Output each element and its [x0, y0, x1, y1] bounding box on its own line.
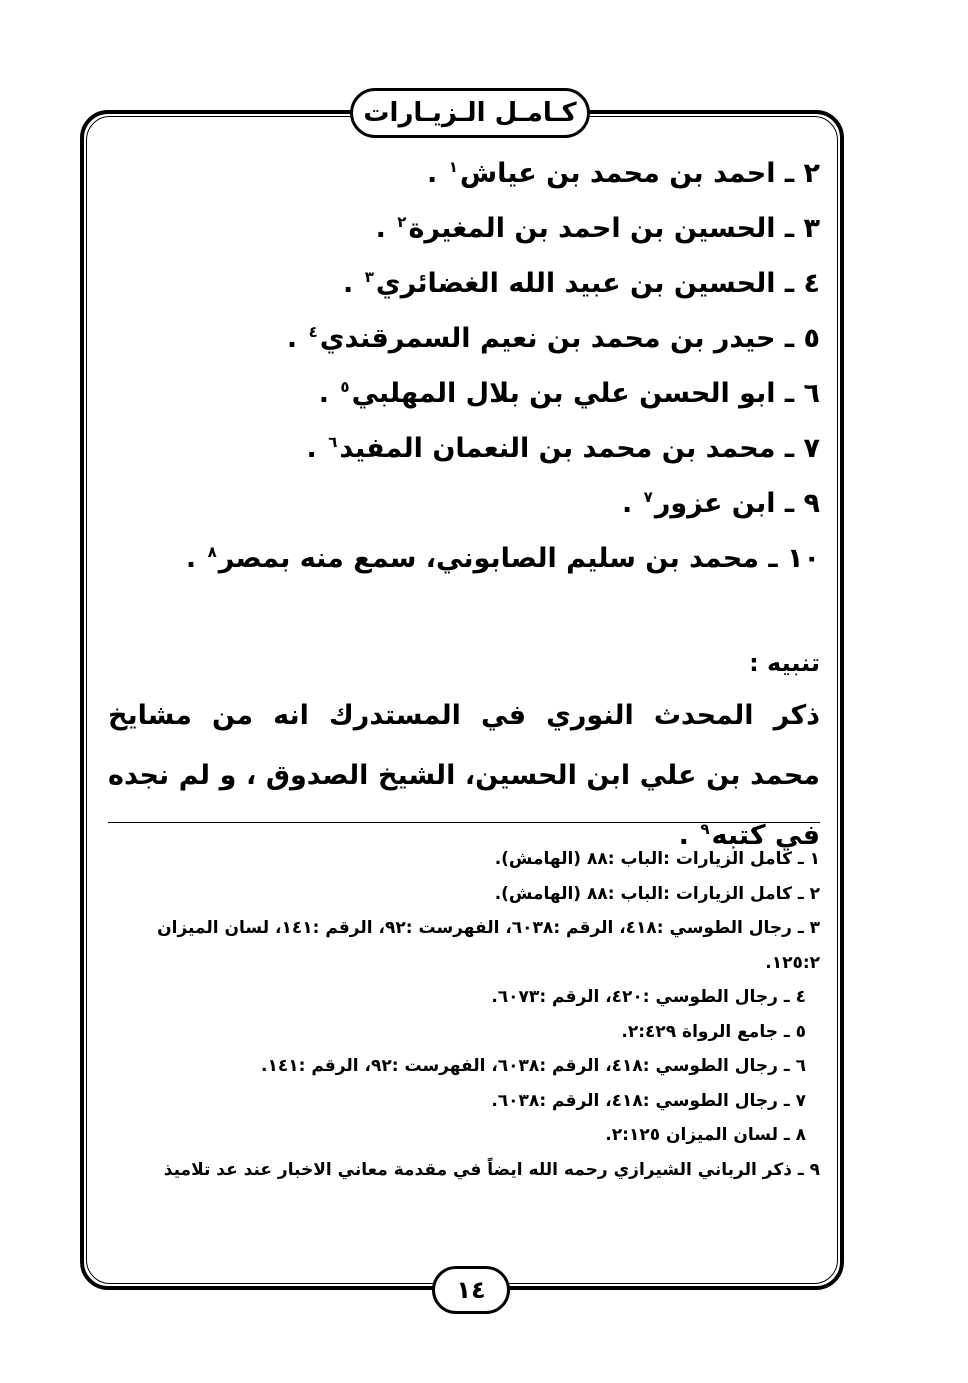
note-paragraph [108, 686, 820, 866]
note-text: ذكر المحدث النوري في المستدرك انه من مشايخ محمد بن علي ابن الحسين، الشيخ الصدوق ، و لم نجده في كتبه [108, 700, 820, 851]
period: . [318, 378, 339, 409]
list-item [108, 256, 820, 311]
item-number: ٦ [803, 378, 820, 409]
period: . [185, 543, 206, 574]
dash: ـ [775, 433, 804, 464]
narrators-list [108, 146, 820, 586]
footnote-text: ذكر الرباني الشيرازي رحمه الله ايضاً في مقدمة معاني الاخبار عند عد تلاميذ [163, 1159, 792, 1180]
footnote-number: ٦ [795, 1056, 806, 1076]
footnote-text: رجال الطوسي :٤١٨، الرقم :٦٠٣٨. [491, 1090, 778, 1111]
period: . [375, 213, 396, 244]
book-title: كـامـل الـزيـارات [363, 98, 577, 128]
list-item [108, 366, 820, 421]
list-item [108, 201, 820, 256]
page-number: ١٤ [456, 1276, 486, 1304]
dash: ـ [791, 883, 810, 904]
footnote [108, 980, 820, 1015]
list-item [108, 146, 820, 201]
footnote-ref[interactable]: ١ [448, 158, 458, 176]
item-text: الحسين بن احمد بن المغيرة [408, 213, 776, 244]
dash: ـ [775, 158, 804, 189]
note-section [108, 640, 820, 866]
item-text: حيدر بن محمد بن نعيم السمرقندي [319, 323, 776, 354]
footnote-text: كامل الزيارات :الباب :٨٨ (الهامش). [494, 883, 792, 904]
footnote-text: جامع الرواة ٢:٤٢٩. [621, 1021, 778, 1042]
item-number: ٣ [803, 213, 820, 244]
footnote-ref[interactable]: ٦ [328, 433, 338, 451]
footnote-text: رجال الطوسي :٤١٨، الرقم :٦٠٣٨، الفهرست :٩٢، الرقم :١٤١، لسان الميزان [157, 918, 792, 938]
footnotes-section [108, 842, 820, 1187]
period: . [286, 323, 307, 354]
footnote-separator [108, 822, 820, 823]
footnote [108, 842, 820, 877]
footnote [108, 877, 820, 912]
dash: ـ [775, 378, 804, 409]
list-item [108, 531, 820, 586]
dash: ـ [775, 213, 804, 244]
list-item [108, 476, 820, 531]
dash: ـ [775, 488, 804, 519]
period: . [343, 268, 363, 299]
footnote-ref[interactable]: ٨ [207, 543, 217, 561]
footnote-text: لسان الميزان ٢:١٢٥. [605, 1125, 778, 1145]
footnote-text: رجال الطوسي :٤٢٠، الرقم :٦٠٧٣. [491, 987, 778, 1007]
item-text: محمد بن سليم الصابوني، سمع منه بمصر [218, 543, 759, 574]
item-number: ٩ [803, 488, 820, 519]
item-text: ابو الحسن علي بن بلال المهلبي [351, 378, 776, 409]
footnote-ref[interactable]: ٣ [364, 268, 374, 286]
note-heading: تنبيه : [749, 649, 820, 677]
footnote-number: ٥ [795, 1021, 806, 1042]
item-number: ٤ [803, 268, 820, 299]
item-number: ١٠ [787, 543, 820, 574]
item-number: ٧ [803, 433, 820, 464]
footnote-number: ٤ [795, 987, 806, 1007]
footnote-ref[interactable]: ٧ [643, 488, 653, 506]
footnote-ref[interactable]: ٩ [700, 820, 710, 838]
item-text: الحسين بن عبيد الله الغضائري [375, 268, 776, 299]
dash: ـ [791, 918, 810, 938]
footnote-number: ٩ [809, 1159, 820, 1180]
footnote-number: ٣ [809, 918, 820, 938]
footnote-number: ١ [809, 849, 820, 869]
item-number: ٥ [803, 323, 820, 354]
dash: ـ [777, 1125, 796, 1145]
running-header [350, 88, 590, 138]
item-text: ابن عزور [654, 488, 776, 519]
dash: ـ [777, 987, 796, 1007]
list-item [108, 421, 820, 476]
footnote [108, 1084, 820, 1119]
footnote [108, 1153, 820, 1188]
list-item [108, 311, 820, 366]
footnote [108, 911, 820, 980]
item-text: احمد بن محمد بن عياش [459, 158, 776, 189]
dash: ـ [791, 849, 810, 869]
dash: ـ [775, 268, 804, 299]
footnote [108, 1049, 820, 1084]
dash: ـ [777, 1056, 796, 1076]
footnote-ref[interactable]: ٥ [340, 378, 350, 396]
footnote-number: ٨ [795, 1125, 806, 1145]
footnote-ref[interactable]: ٤ [308, 323, 318, 341]
footnote-ref[interactable]: ٢ [397, 213, 407, 231]
footnote-continuation: ١٢٥:٢. [765, 952, 820, 973]
item-number: ٢ [803, 158, 820, 189]
footnote [108, 1118, 820, 1153]
page-number-badge [432, 1266, 510, 1314]
dash: ـ [775, 323, 804, 354]
period: . [306, 433, 327, 464]
footnote [108, 1015, 820, 1050]
footnote-text: كامل الزيارات :الباب :٨٨ (الهامش). [494, 849, 792, 869]
period: . [427, 158, 447, 189]
dash: ـ [759, 543, 788, 574]
period: . [678, 820, 699, 851]
item-text: محمد بن محمد بن النعمان المفيد [339, 433, 776, 464]
dash: ـ [777, 1021, 796, 1042]
footnote-number: ٧ [795, 1090, 806, 1111]
footnote-number: ٢ [809, 883, 820, 904]
dash: ـ [777, 1090, 796, 1111]
dash: ـ [791, 1159, 810, 1180]
period: . [622, 488, 642, 519]
footnote-text: رجال الطوسي :٤١٨، الرقم :٦٠٣٨، الفهرست :٩٢، الرقم :١٤١. [261, 1056, 778, 1076]
